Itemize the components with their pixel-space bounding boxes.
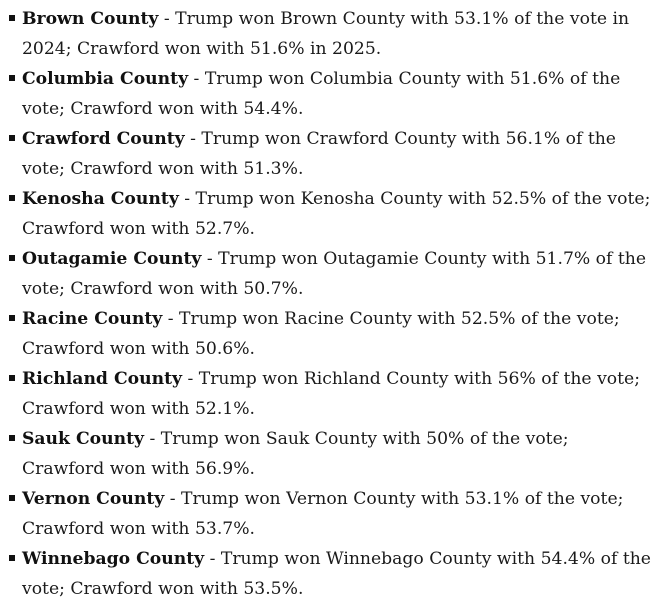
separator: - xyxy=(144,429,161,449)
separator: - xyxy=(178,189,196,209)
bullet-icon xyxy=(9,555,15,561)
county-result-text: Trump won Columbia County with 51.6% of the vote; Crawford won with 54.4%. xyxy=(22,69,621,119)
separator: - xyxy=(182,369,199,389)
bullet-icon xyxy=(9,195,15,201)
list-item xyxy=(0,304,654,364)
separator: - xyxy=(204,549,221,569)
list-item xyxy=(0,4,654,64)
county-result-text: Trump won Racine County with 52.5% of the vote; Crawford won with 50.6%. xyxy=(22,309,620,359)
list-item xyxy=(0,484,654,544)
county-name: Kenosha County xyxy=(22,189,179,209)
county-result-text: Trump won Brown County with 53.1% of the vote in 2024; Crawford won with 51.6% in 2025. xyxy=(22,9,630,59)
county-name: Outagamie County xyxy=(22,249,202,269)
county-name: Vernon County xyxy=(22,489,165,509)
county-result-text: Trump won Sauk County with 50% of the vote; Crawford won with 56.9%. xyxy=(22,429,569,479)
list-item xyxy=(0,124,654,184)
separator: - xyxy=(201,249,219,269)
list-item xyxy=(0,424,654,484)
bullet-icon xyxy=(9,255,15,261)
list-item xyxy=(0,364,654,424)
county-result-text: Trump won Vernon County with 53.1% of the vote; Crawford won with 53.7%. xyxy=(22,489,624,539)
bullet-icon xyxy=(9,75,15,81)
county-name: Racine County xyxy=(22,309,163,329)
list-item xyxy=(0,544,654,604)
county-name: Sauk County xyxy=(22,429,144,449)
county-name: Winnebago County xyxy=(22,549,205,569)
county-result-text: Trump won Kenosha County with 52.5% of the vote; Crawford won with 52.7%. xyxy=(22,189,651,239)
list-item xyxy=(0,64,654,124)
county-name: Columbia County xyxy=(22,69,189,89)
bullet-icon xyxy=(9,135,15,141)
separator: - xyxy=(162,309,180,329)
bullet-icon xyxy=(9,435,15,441)
separator: - xyxy=(188,69,205,89)
separator: - xyxy=(164,489,181,509)
county-name: Richland County xyxy=(22,369,182,389)
bullet-icon xyxy=(9,495,15,501)
separator: - xyxy=(158,9,176,29)
county-result-text: Trump won Richland County with 56% of the vote; Crawford won with 52.1%. xyxy=(22,369,640,419)
county-result-text: Trump won Winnebago County with 54.4% of the vote; Crawford won with 53.5%. xyxy=(22,549,651,599)
county-result-text: Trump won Crawford County with 56.1% of the vote; Crawford won with 51.3%. xyxy=(22,129,616,179)
separator: - xyxy=(184,129,202,149)
bullet-icon xyxy=(9,315,15,321)
county-name: Crawford County xyxy=(22,129,185,149)
county-name: Brown County xyxy=(22,9,159,29)
bullet-icon xyxy=(9,15,15,21)
list-item xyxy=(0,244,654,304)
county-result-text: Trump won Outagamie County with 51.7% of the vote; Crawford won with 50.7%. xyxy=(22,249,646,299)
bullet-icon xyxy=(9,375,15,381)
list-item xyxy=(0,184,654,244)
